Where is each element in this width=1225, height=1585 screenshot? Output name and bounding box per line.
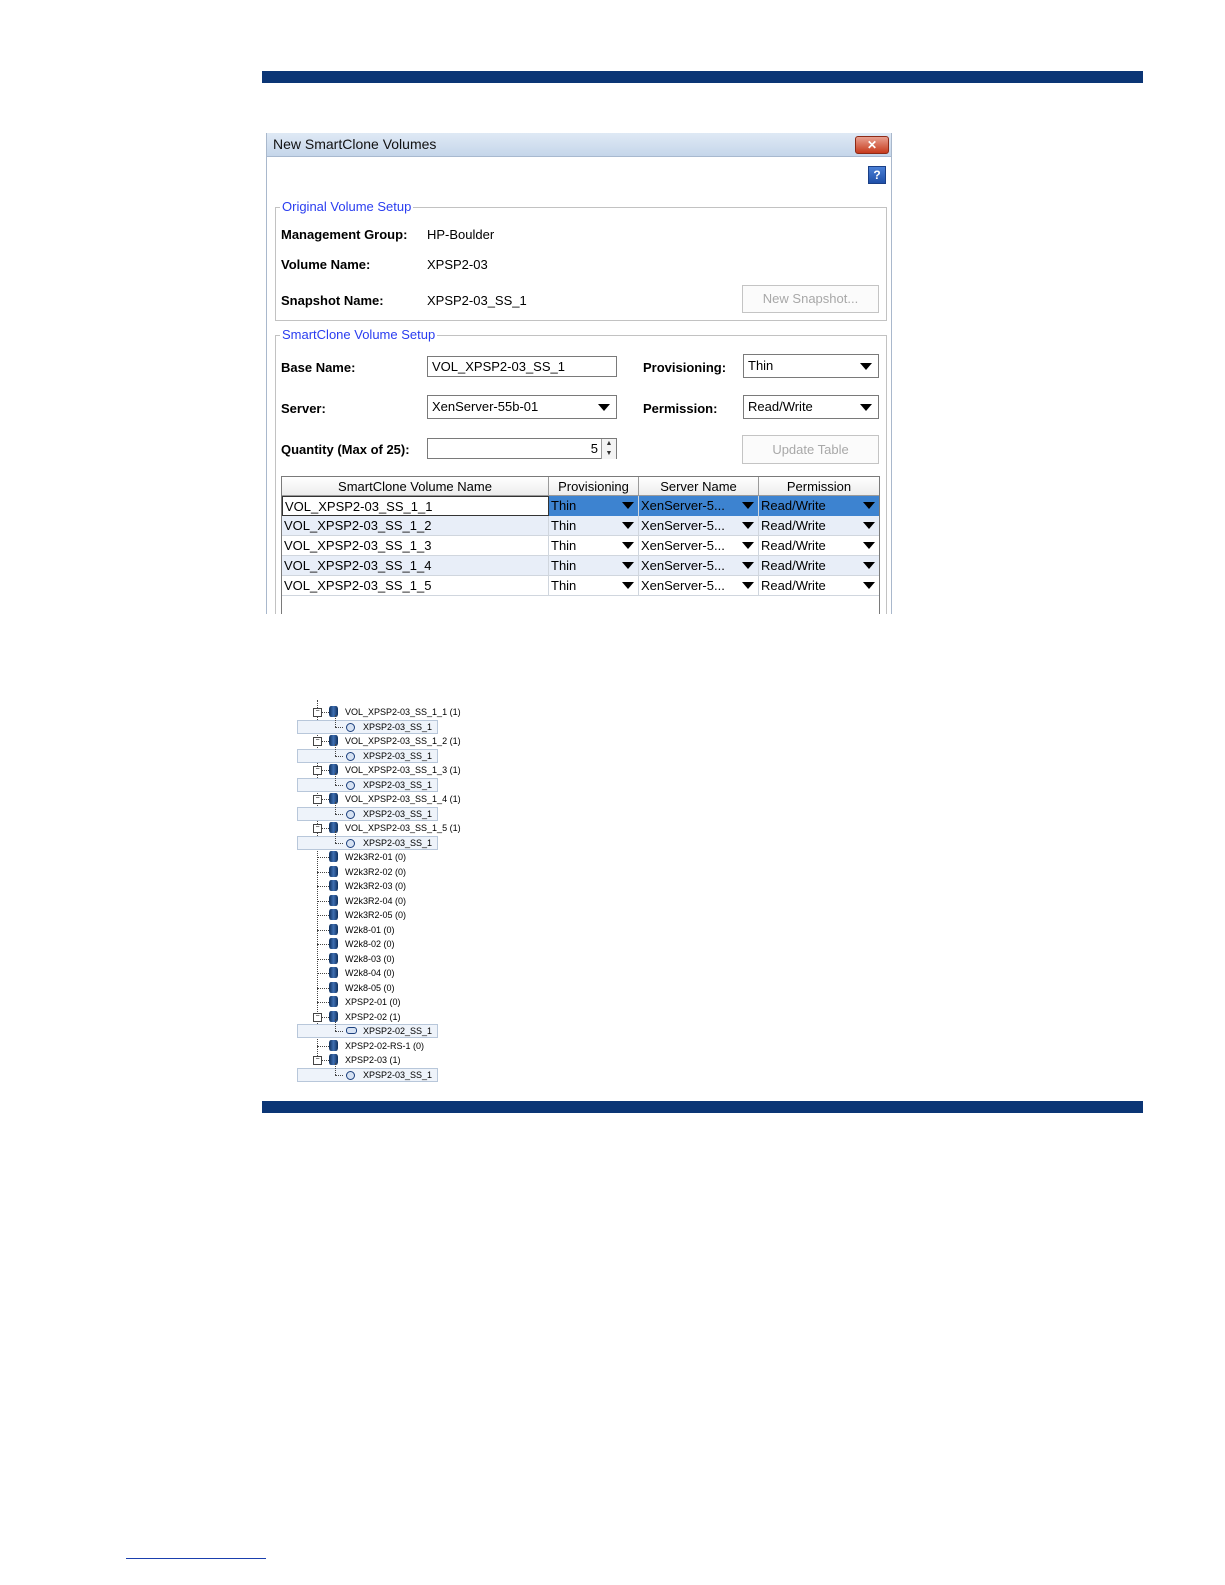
- collapse-icon[interactable]: −: [313, 795, 322, 804]
- tree-branch-line: [335, 727, 343, 728]
- table-row[interactable]: [282, 496, 879, 516]
- original-volume-legend: Original Volume Setup: [282, 199, 412, 214]
- tree-node-label: VOL_XPSP2-03_SS_1_4 (1): [345, 794, 461, 804]
- tree-node-label: XPSP2-03_SS_1: [363, 1069, 433, 1080]
- tree-branch-line: [317, 930, 329, 931]
- collapse-icon[interactable]: −: [313, 737, 322, 746]
- permission-cell-value: Read/Write: [761, 558, 826, 573]
- tree-node-label: XPSP2-02_SS_1: [363, 1026, 433, 1036]
- provisioning-cell[interactable]: [549, 536, 639, 556]
- tree-branch-line: [317, 959, 329, 960]
- chevron-down-icon: [863, 522, 875, 529]
- volume-icon: [329, 909, 338, 920]
- provisioning-cell[interactable]: [549, 576, 639, 596]
- volume-icon: [329, 822, 338, 833]
- chevron-down-icon: [742, 562, 754, 569]
- footer-rule: [262, 1101, 1143, 1113]
- header-rule: [262, 71, 1143, 83]
- tree-node-label: W2k3R2-03 (0): [345, 881, 407, 891]
- tree-node-label: W2k8-03 (0): [345, 953, 395, 964]
- permission-select[interactable]: [743, 395, 879, 419]
- volume-icon: [329, 1011, 338, 1022]
- tree-branch-line: [335, 843, 343, 844]
- volume-name-label: Volume Name:: [281, 257, 371, 272]
- footnote-rule: [126, 1558, 266, 1559]
- server-label: Server:: [281, 401, 326, 416]
- server-cell-value: XenServer-5...: [641, 558, 725, 573]
- column-header-server[interactable]: Server Name: [639, 477, 759, 496]
- server-cell[interactable]: [639, 576, 759, 596]
- provisioning-cell[interactable]: [549, 496, 639, 516]
- table-row[interactable]: [282, 536, 879, 556]
- table-row[interactable]: [282, 556, 879, 576]
- chevron-down-icon: [863, 542, 875, 549]
- snapshot-icon: [346, 781, 355, 790]
- tree-branch-line: [317, 915, 329, 916]
- chevron-down-icon: [742, 582, 754, 589]
- volume-icon: [329, 866, 338, 877]
- tree-node-label: W2k8-02 (0): [345, 939, 395, 949]
- collapse-icon[interactable]: −: [313, 766, 322, 775]
- server-select-value: XenServer-55b-01: [432, 399, 539, 414]
- original-volume-group: [275, 199, 887, 321]
- tree-node-label: XPSP2-03_SS_1: [363, 750, 433, 761]
- volume-icon: [329, 851, 338, 862]
- column-header-permission[interactable]: Permission: [759, 477, 879, 496]
- provisioning-cell-value: Thin: [551, 558, 577, 573]
- provisioning-cell-value: Thin: [551, 498, 577, 513]
- tree-node-label: W2k3R2-04 (0): [345, 895, 407, 906]
- provisioning-cell-value: Thin: [551, 578, 577, 593]
- dialog-titlebar: [267, 133, 891, 157]
- tree-node-label: W2k8-04 (0): [345, 968, 395, 978]
- chevron-down-icon: [742, 502, 754, 509]
- permission-cell-value: Read/Write: [761, 518, 826, 533]
- server-cell[interactable]: [639, 496, 759, 516]
- chevron-down-icon: [742, 542, 754, 549]
- tree-branch-line: [317, 886, 329, 887]
- close-button[interactable]: ✕: [855, 136, 889, 154]
- server-cell-value: XenServer-5...: [641, 498, 725, 513]
- tree-branch-line: [317, 872, 329, 873]
- tree-node-label: VOL_XPSP2-03_SS_1_1 (1): [345, 707, 461, 717]
- chevron-down-icon: [622, 582, 634, 589]
- tree-branch-line: [317, 901, 329, 902]
- server-cell[interactable]: [639, 536, 759, 556]
- quantity-label: Quantity (Max of 25):: [281, 442, 410, 457]
- chevron-down-icon: [860, 363, 872, 370]
- tree-branch-line: [335, 1075, 343, 1076]
- snapshot-name-value: XPSP2-03_SS_1: [427, 293, 527, 308]
- permission-cell[interactable]: [759, 496, 879, 516]
- tree-node-label: W2k3R2-02 (0): [345, 866, 407, 877]
- tree-branch-line: [335, 1019, 336, 1031]
- chevron-down-icon: [622, 542, 634, 549]
- tree-branch-line: [317, 944, 329, 945]
- dialog-title: New SmartClone Volumes: [273, 136, 437, 152]
- volume-icon: [329, 793, 338, 804]
- spin-down-icon[interactable]: ▼: [601, 449, 616, 459]
- volume-name-cell[interactable]: VOL_XPSP2-03_SS_1_4: [282, 556, 549, 576]
- column-header-provisioning[interactable]: Provisioning: [549, 477, 639, 496]
- tree-node-label: VOL_XPSP2-03_SS_1_2 (1): [345, 736, 461, 746]
- help-button[interactable]: ?: [868, 166, 886, 184]
- server-cell[interactable]: [639, 556, 759, 576]
- permission-cell-value: Read/Write: [761, 538, 826, 553]
- tree-node-label: W2k8-01 (0): [345, 924, 395, 935]
- volume-name-cell[interactable]: VOL_XPSP2-03_SS_1_5: [282, 576, 549, 596]
- volume-icon: [329, 982, 338, 993]
- base-name-label: Base Name:: [281, 360, 356, 375]
- chevron-down-icon: [863, 562, 875, 569]
- tree-branch-line: [335, 773, 336, 785]
- tree-node-label: XPSP2-03_SS_1: [363, 808, 433, 819]
- base-name-input[interactable]: VOL_XPSP2-03_SS_1: [427, 356, 617, 377]
- tree-branch-line: [335, 1031, 343, 1032]
- chevron-down-icon: [622, 562, 634, 569]
- chevron-down-icon: [622, 502, 634, 509]
- volume-icon: [329, 880, 338, 891]
- server-select[interactable]: [427, 395, 617, 419]
- volume-icon: [329, 996, 338, 1007]
- tree-branch-line: [335, 715, 336, 727]
- volume-name-cell[interactable]: VOL_XPSP2-03_SS_1_2: [282, 516, 549, 536]
- tree-node-label: XPSP2-02-RS-1 (0): [345, 1040, 425, 1051]
- server-cell[interactable]: [639, 516, 759, 536]
- volume-icon: [329, 967, 338, 978]
- remote-snapshot-icon: [346, 1027, 357, 1034]
- tree-branch-line: [335, 831, 336, 843]
- smartclone-table: [281, 476, 880, 614]
- tree-node-label: XPSP2-01 (0): [345, 997, 401, 1007]
- tree-node-label: XPSP2-03 (1): [345, 1055, 401, 1065]
- volume-icon: [329, 924, 338, 935]
- tree-node-label: XPSP2-03_SS_1: [363, 721, 433, 732]
- collapse-icon[interactable]: −: [313, 708, 322, 717]
- chevron-down-icon: [742, 522, 754, 529]
- snapshot-icon: [346, 723, 355, 732]
- chevron-down-icon: [860, 404, 872, 411]
- permission-cell-value: Read/Write: [761, 578, 826, 593]
- tree-branch-line: [317, 988, 329, 989]
- tree-branch-line: [317, 1046, 329, 1047]
- tree-branch-line: [317, 1002, 329, 1003]
- table-row[interactable]: [282, 516, 879, 536]
- server-cell-value: XenServer-5...: [641, 518, 725, 533]
- permission-cell[interactable]: [759, 556, 879, 576]
- management-group-label: Management Group:: [281, 227, 408, 242]
- tree-branch-line: [335, 756, 343, 757]
- provisioning-cell-value: Thin: [551, 538, 577, 553]
- provisioning-select[interactable]: [743, 354, 879, 378]
- volume-icon: [329, 1054, 338, 1065]
- provisioning-cell[interactable]: [549, 516, 639, 536]
- tree-branch-line: [335, 785, 343, 786]
- smartclone-volume-legend: SmartClone Volume Setup: [282, 327, 436, 342]
- tree-branch-line: [317, 973, 329, 974]
- quantity-stepper[interactable]: [427, 438, 617, 459]
- permission-cell[interactable]: [759, 576, 879, 596]
- volume-tree: [297, 700, 497, 1085]
- provisioning-label: Provisioning:: [643, 360, 727, 375]
- snapshot-icon: [346, 839, 355, 848]
- tree-node-label: XPSP2-03_SS_1: [363, 779, 433, 790]
- chevron-down-icon: [598, 404, 610, 411]
- chevron-down-icon: [863, 502, 875, 509]
- snapshot-icon: [346, 1071, 355, 1080]
- tree-node-label: XPSP2-03_SS_1: [363, 837, 433, 848]
- server-cell-value: XenServer-5...: [641, 538, 725, 553]
- collapse-icon[interactable]: −: [313, 1013, 322, 1022]
- tree-node-label: VOL_XPSP2-03_SS_1_5 (1): [345, 823, 461, 833]
- provisioning-cell-value: Thin: [551, 518, 577, 533]
- update-table-button[interactable]: Update Table: [742, 435, 879, 464]
- provisioning-select-value: Thin: [748, 358, 774, 373]
- tree-node-label: W2k3R2-05 (0): [345, 910, 407, 920]
- permission-cell[interactable]: [759, 516, 879, 536]
- volume-icon: [329, 764, 338, 775]
- new-snapshot-button[interactable]: New Snapshot...: [742, 285, 879, 313]
- collapse-icon[interactable]: −: [313, 1056, 322, 1065]
- tree-branch-line: [317, 857, 329, 858]
- provisioning-cell[interactable]: [549, 556, 639, 576]
- snapshot-icon: [346, 810, 355, 819]
- management-group-value: HP-Boulder: [427, 227, 495, 242]
- collapse-icon[interactable]: −: [313, 824, 322, 833]
- tree-branch-line: [335, 814, 343, 815]
- volume-icon: [329, 706, 338, 717]
- permission-label: Permission:: [643, 401, 718, 416]
- volume-name-cell[interactable]: VOL_XPSP2-03_SS_1_1: [282, 496, 549, 516]
- tree-branch-line: [335, 1063, 336, 1075]
- server-cell-value: XenServer-5...: [641, 578, 725, 593]
- permission-cell[interactable]: [759, 536, 879, 556]
- column-header-name[interactable]: SmartClone Volume Name: [282, 477, 549, 496]
- table-row[interactable]: [282, 576, 879, 596]
- quantity-value: 5: [590, 441, 598, 456]
- volume-icon: [329, 1040, 338, 1051]
- spin-up-icon[interactable]: ▲: [601, 439, 616, 449]
- tree-node-label: VOL_XPSP2-03_SS_1_3 (1): [345, 765, 461, 775]
- volume-icon: [329, 895, 338, 906]
- snapshot-icon: [346, 752, 355, 761]
- new-smartclone-dialog: [266, 133, 892, 614]
- tree-node-label: XPSP2-02 (1): [345, 1011, 401, 1022]
- volume-icon: [329, 735, 338, 746]
- permission-select-value: Read/Write: [748, 399, 813, 414]
- permission-cell-value: Read/Write: [761, 498, 826, 513]
- volume-icon: [329, 953, 338, 964]
- chevron-down-icon: [622, 522, 634, 529]
- volume-name-value: XPSP2-03: [427, 257, 488, 272]
- tree-branch-line: [335, 744, 336, 756]
- tree-node-label: W2k8-05 (0): [345, 982, 395, 993]
- chevron-down-icon: [863, 582, 875, 589]
- snapshot-name-label: Snapshot Name:: [281, 293, 384, 308]
- tree-node-label: W2k3R2-01 (0): [345, 852, 407, 862]
- volume-icon: [329, 938, 338, 949]
- volume-name-cell[interactable]: VOL_XPSP2-03_SS_1_3: [282, 536, 549, 556]
- tree-branch-line: [335, 802, 336, 814]
